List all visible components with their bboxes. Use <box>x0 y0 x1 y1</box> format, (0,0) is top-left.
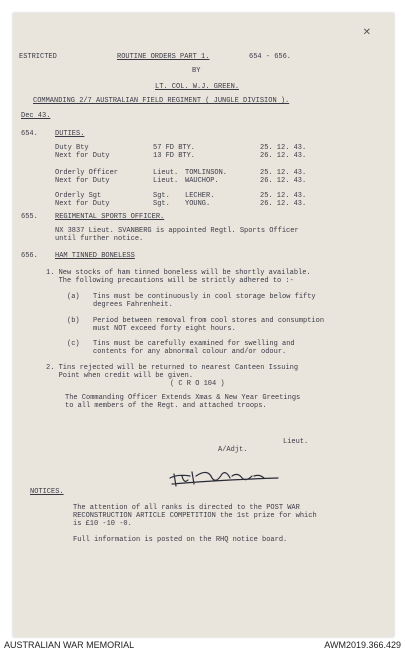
duty-role: Orderly Officer <box>55 169 119 177</box>
section-heading: DUTIES. <box>55 130 85 138</box>
duty-rank: Lieut. <box>153 177 179 185</box>
duty-date: 26. 12. 43. <box>260 152 307 160</box>
staple-mark-icon: ✕ <box>362 27 371 38</box>
duty-role: Next for Duty <box>55 177 110 185</box>
greeting-line: The Commanding Officer Extends Xmas & New Year Greetings <box>65 394 301 402</box>
duty-rank: Lieut. <box>153 169 179 177</box>
paragraph-line: must NOT exceed forty eight hours. <box>93 325 236 333</box>
duty-date: 26. 12. 43. <box>260 200 307 208</box>
document-title: ROUTINE ORDERS PART 1. <box>117 53 210 61</box>
paragraph-line: NX 3837 Lieut. SVANBERG is appointed Regtl. Sports Officer <box>55 227 299 235</box>
paragraph-line: Tins must be carefully examined for swelling and <box>93 340 295 348</box>
signatory-role: A/Adjt. <box>218 446 248 454</box>
duty-name: YOUNG. <box>185 200 211 208</box>
duty-date: 25. 12. 43. <box>260 192 307 200</box>
paragraph-line: Period between removal from cool stores and consumption <box>93 317 325 325</box>
duty-role: Duty Bty <box>55 144 89 152</box>
paragraph-line: 2. Tins rejected will be returned to nearest Canteen Issuing <box>46 364 299 372</box>
handwritten-signature <box>168 464 288 490</box>
section-heading: REGIMENTAL SPORTS OFFICER. <box>55 213 165 221</box>
signatory-rank: Lieut. <box>283 438 309 446</box>
section-number: 655. <box>21 213 38 221</box>
duty-name: LECHER. <box>185 192 215 200</box>
commander-name: LT. COL. W.J. GREEN. <box>155 83 240 91</box>
notice-closing: Full information is posted on the RHQ notice board. <box>73 536 288 544</box>
paragraph-line: 1. New stocks of ham tinned boneless will be shortly available. <box>46 269 311 277</box>
section-heading: HAM TINNED BONELESS <box>55 252 135 260</box>
notice-line: is £10 -10 -0. <box>73 520 132 528</box>
section-number: 656. <box>21 252 38 260</box>
duty-name: WAUCHOP. <box>185 177 219 185</box>
duty-rank: Sgt. <box>153 200 170 208</box>
sub-item-label: (c) <box>67 340 80 348</box>
duty-rank: Sgt. <box>153 192 170 200</box>
reference-code: ( C R O 104 ) <box>170 380 225 388</box>
notice-line: RECONSTRUCTION ARTICLE COMPETITION the 1st prize for which <box>73 512 317 520</box>
order-date: Dec 43. <box>21 112 51 120</box>
paragraph-line: until further notice. <box>55 235 144 243</box>
paragraph-line: degrees Fahrenheit. <box>93 301 173 309</box>
duty-role: Orderly Sgt <box>55 192 102 200</box>
document-page <box>13 13 394 637</box>
duty-rank: 13 FD BTY. <box>153 152 196 160</box>
greeting-line: to all members of the Regt. and attached troops. <box>65 402 267 410</box>
duty-date: 26. 12. 43. <box>260 177 307 185</box>
archive-footer <box>0 637 405 653</box>
classification-label: ESTRICTED <box>19 53 57 61</box>
paragraph-line: contents for any abnormal colour and/or odour. <box>93 348 287 356</box>
archive-name: AUSTRALIAN WAR MEMORIAL <box>4 640 135 650</box>
notices-heading: NOTICES. <box>30 488 64 496</box>
duty-rank: 57 FD BTY. <box>153 144 196 152</box>
paragraph-line: Point when credit will be given. <box>46 372 194 380</box>
archive-reference: AWM2019.366.429 <box>324 640 401 650</box>
unit-name: COMMANDING 2/7 AUSTRALIAN FIELD REGIMENT ( JUNGLE DIVISION ). <box>33 97 290 105</box>
paragraph-line: Tins must be continuously in cool storage below fifty <box>93 293 316 301</box>
order-numbers: 654 - 656. <box>249 53 292 61</box>
paragraph-line: The following precautions will be strictly adhered to :- <box>46 277 294 285</box>
duty-role: Next for Duty <box>55 200 110 208</box>
section-number: 654. <box>21 130 38 138</box>
sub-item-label: (a) <box>67 293 80 301</box>
by-label: BY <box>192 67 201 75</box>
duty-name: TOMLINSON. <box>185 169 228 177</box>
duty-date: 25. 12. 43. <box>260 144 307 152</box>
duty-date: 25. 12. 43. <box>260 169 307 177</box>
notice-line: The attention of all ranks is directed to the POST WAR <box>73 504 300 512</box>
sub-item-label: (b) <box>67 317 80 325</box>
duty-role: Next for Duty <box>55 152 110 160</box>
